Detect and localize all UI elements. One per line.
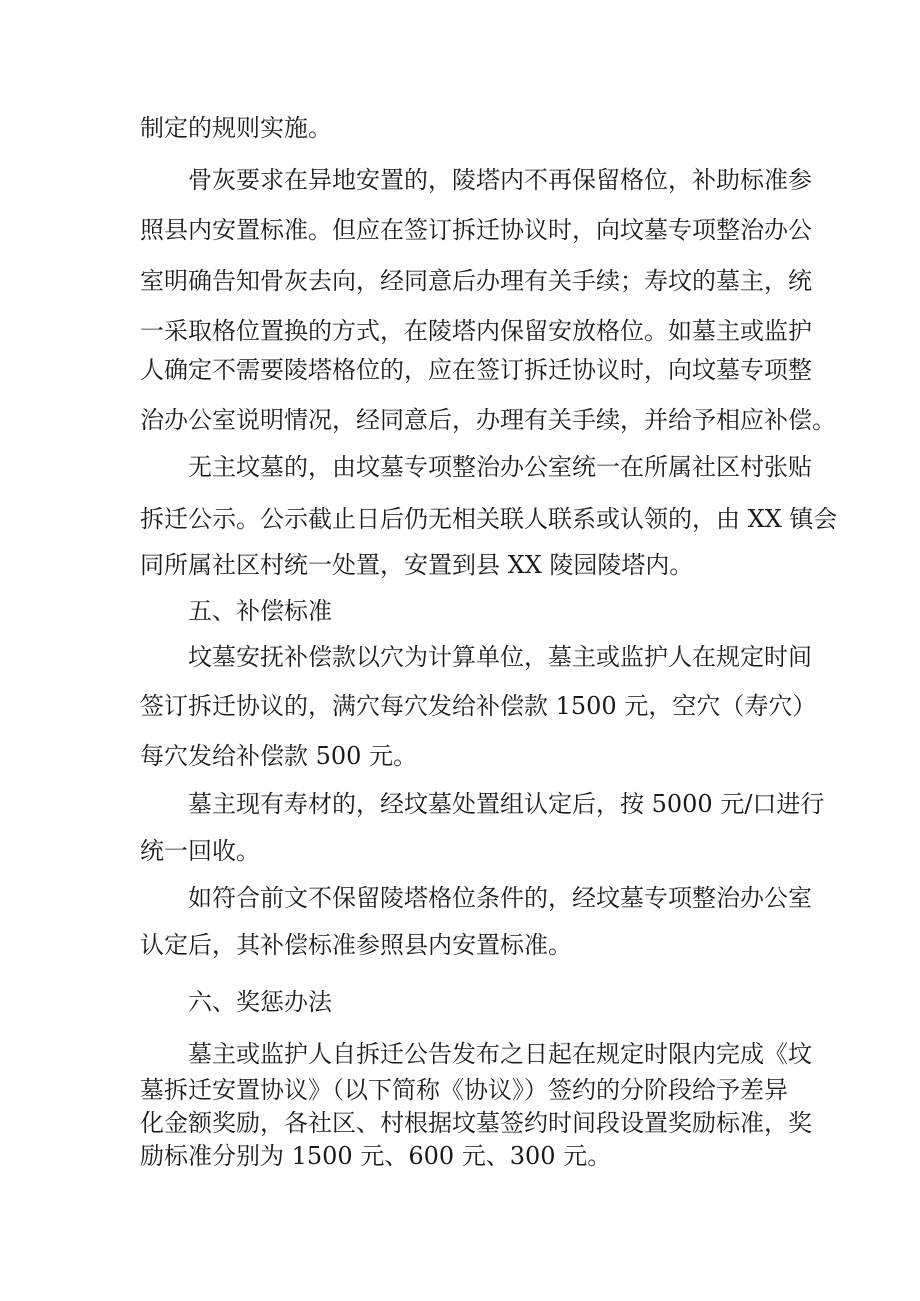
paragraph-line: 墓拆迁安置协议》（以下简称《协议》）签约的分阶段给予差异 (140, 1076, 788, 1104)
paragraph-line: 坟墓安抚补偿款以穴为计算单位，墓主或监护人在规定时间 (188, 643, 812, 671)
paragraph-line: 每穴发给补偿款 500 元。 (140, 742, 418, 770)
paragraph-line: 如符合前文不保留陵塔格位条件的，经坟墓专项整治办公室 (188, 884, 812, 912)
paragraph-line: 励标准分别为 1500 元、600 元、300 元。 (140, 1142, 612, 1170)
paragraph-line: 室明确告知骨灰去向，经同意后办理有关手续；寿坟的墓主，统 (140, 267, 812, 295)
paragraph-line: 墓主现有寿材的，经坟墓处置组认定后，按 5000 元/口进行 (188, 790, 825, 818)
paragraph-line: 拆迁公示。公示截止日后仍无相关联人联系或认领的，由 XX 镇会 (140, 505, 838, 533)
paragraph-line: 制定的规则实施。 (140, 114, 332, 142)
paragraph-line: 无主坟墓的，由坟墓专项整治办公室统一在所属社区村张贴 (188, 453, 812, 481)
paragraph-line: 墓主或监护人自拆迁公告发布之日起在规定时限内完成《坟 (188, 1040, 812, 1068)
paragraph-line: 同所属社区村统一处置，安置到县 XX 陵园陵塔内。 (140, 551, 694, 579)
paragraph-line: 治办公室说明情况，经同意后，办理有关手续，并给予相应补偿。 (140, 406, 836, 434)
paragraph-line: 照县内安置标准。但应在签订拆迁协议时，向坟墓专项整治办公 (140, 216, 812, 244)
paragraph-line: 签订拆迁协议的，满穴每穴发给补偿款 1500 元，空穴（寿穴） (140, 692, 817, 720)
paragraph-line: 认定后，其补偿标准参照县内安置标准。 (140, 931, 572, 959)
paragraph-line: 一采取格位置换的方式，在陵塔内保留安放格位。如墓主或监护 (140, 317, 812, 345)
section-heading: 五、补偿标准 (188, 597, 332, 625)
section-heading: 六、奖惩办法 (188, 988, 332, 1016)
paragraph-line: 骨灰要求在异地安置的，陵塔内不再保留格位，补助标准参 (188, 166, 812, 194)
paragraph-line: 人确定不需要陵塔格位的，应在签订拆迁协议时，向坟墓专项整 (140, 356, 812, 384)
paragraph-line: 统一回收。 (140, 837, 260, 865)
paragraph-line: 化金额奖励，各社区、村根据坟墓签约时间段设置奖励标准，奖 (140, 1109, 812, 1137)
